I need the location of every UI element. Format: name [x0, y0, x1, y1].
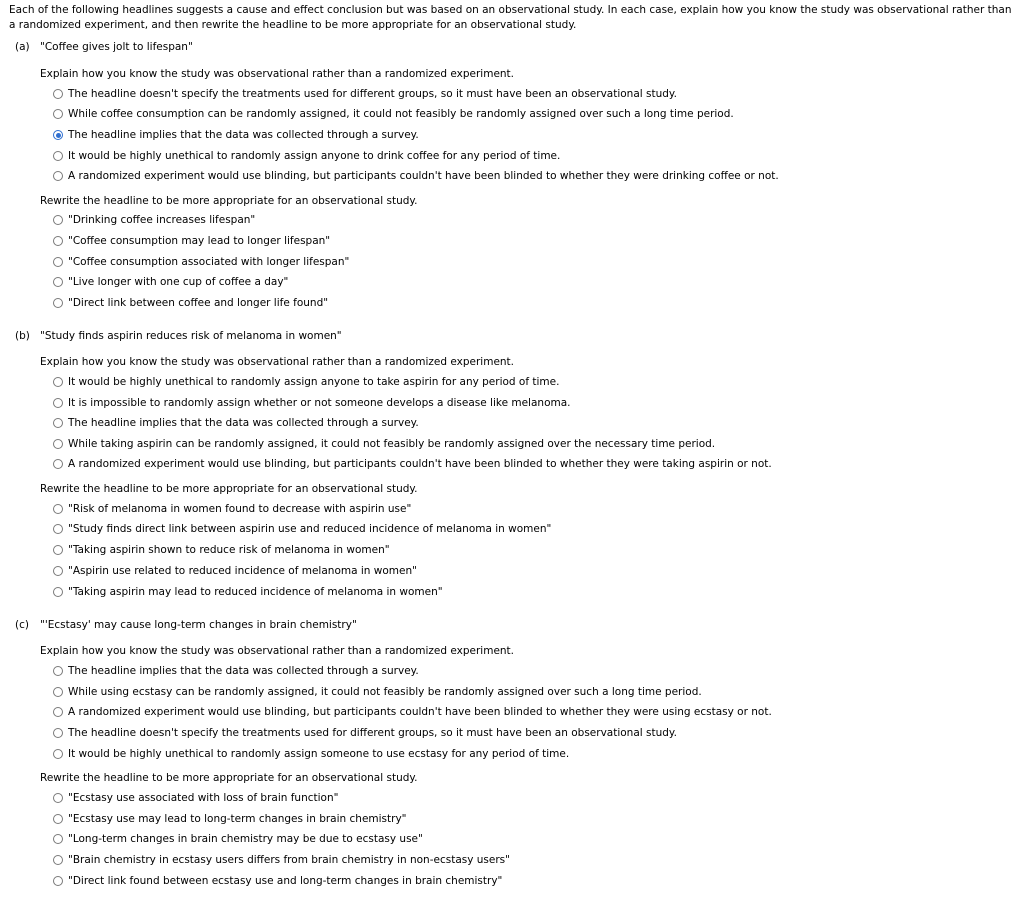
rewrite-option[interactable] [53, 874, 502, 888]
rewrite-option[interactable] [53, 564, 417, 578]
option-label: A randomized experiment would use blinding, but participants couldn't have been blinded to whether they were taking aspirin or not. [68, 458, 772, 470]
part-header [15, 330, 342, 342]
radio-button[interactable] [53, 418, 63, 428]
radio-button[interactable] [53, 377, 63, 387]
option-label: A randomized experiment would use blinding, but participants couldn't have been blinded to whether they were using ecstasy or not. [68, 706, 772, 718]
option-label: "Ecstasy use may lead to long-term changes in brain chemistry" [68, 813, 407, 825]
option-label: "Aspirin use related to reduced incidence of melanoma in women" [68, 565, 417, 577]
explain-option[interactable] [53, 664, 419, 678]
radio-button[interactable] [53, 459, 63, 469]
rewrite-option[interactable] [53, 502, 411, 516]
rewrite-prompt: Rewrite the headline to be more appropriate for an observational study. [40, 483, 418, 495]
option-label: "Brain chemistry in ecstasy users differs from brain chemistry in non-ecstasy users" [68, 854, 510, 866]
option-label: "Risk of melanoma in women found to decrease with aspirin use" [68, 503, 412, 515]
radio-button[interactable] [53, 439, 63, 449]
option-label: "Study finds direct link between aspirin use and reduced incidence of melanoma in women" [68, 523, 552, 535]
option-label: "Drinking coffee increases lifespan" [68, 214, 256, 226]
option-label: While coffee consumption can be randomly assigned, it could not feasibly be randomly assigned over such a long time period. [68, 108, 734, 120]
option-label: "Long-term changes in brain chemistry may be due to ecstasy use" [68, 833, 423, 845]
rewrite-option[interactable] [53, 234, 330, 248]
radio-button[interactable] [53, 89, 63, 99]
radio-button[interactable] [53, 109, 63, 119]
option-label: "Direct link found between ecstasy use and long-term changes in brain chemistry" [68, 875, 503, 887]
radio-button[interactable] [53, 834, 63, 844]
rewrite-option[interactable] [53, 213, 255, 227]
rewrite-option[interactable] [53, 275, 288, 289]
option-label: "Coffee consumption associated with longer lifespan" [68, 256, 350, 268]
option-label: "Taking aspirin may lead to reduced incidence of melanoma in women" [68, 586, 443, 598]
radio-button[interactable] [53, 171, 63, 181]
option-label: While taking aspirin can be randomly assigned, it could not feasibly be randomly assigned over the necessary time period. [68, 438, 716, 450]
explain-prompt: Explain how you know the study was observational rather than a randomized experiment. [40, 645, 515, 657]
radio-button[interactable] [53, 814, 63, 824]
radio-button[interactable] [53, 215, 63, 225]
option-label: It would be highly unethical to randomly assign anyone to drink coffee for any period of time. [68, 150, 561, 162]
rewrite-option[interactable] [53, 543, 390, 557]
option-label: While using ecstasy can be randomly assigned, it could not feasibly be randomly assigned over such a long time period. [68, 686, 702, 698]
explain-option[interactable] [53, 375, 559, 389]
radio-button[interactable] [53, 793, 63, 803]
part-header [15, 41, 193, 53]
rewrite-option[interactable] [53, 296, 328, 310]
radio-button[interactable] [53, 707, 63, 717]
option-label: The headline implies that the data was collected through a survey. [68, 417, 419, 429]
radio-button[interactable] [53, 504, 63, 514]
option-label: "Ecstasy use associated with loss of brain function" [68, 792, 339, 804]
option-label: "Taking aspirin shown to reduce risk of melanoma in women" [68, 544, 390, 556]
radio-button[interactable] [53, 749, 63, 759]
explain-option[interactable] [53, 416, 419, 430]
explain-option[interactable] [53, 396, 571, 410]
option-label: "Coffee consumption may lead to longer lifespan" [68, 235, 331, 247]
radio-button[interactable] [53, 687, 63, 697]
rewrite-option[interactable] [53, 832, 423, 846]
rewrite-prompt: Rewrite the headline to be more appropriate for an observational study. [40, 772, 418, 784]
option-label: A randomized experiment would use blinding, but participants couldn't have been blinded to whether they were drinking coffee or not. [68, 170, 779, 182]
radio-button[interactable] [53, 398, 63, 408]
rewrite-option[interactable] [53, 853, 510, 867]
option-label: "Direct link between coffee and longer life found" [68, 297, 329, 309]
radio-button[interactable] [53, 257, 63, 267]
radio-button[interactable] [53, 666, 63, 676]
explain-option[interactable] [53, 437, 715, 451]
radio-button[interactable] [53, 524, 63, 534]
radio-button[interactable] [53, 728, 63, 738]
rewrite-option[interactable] [53, 255, 349, 269]
rewrite-option[interactable] [53, 522, 551, 536]
rewrite-option[interactable] [53, 791, 338, 805]
radio-button[interactable] [53, 277, 63, 287]
part-letter: (b) [15, 330, 30, 342]
rewrite-option[interactable] [53, 585, 443, 599]
option-label: The headline implies that the data was collected through a survey. [68, 665, 419, 677]
radio-button[interactable] [53, 855, 63, 865]
explain-option[interactable] [53, 685, 702, 699]
option-label: It is impossible to randomly assign whether or not someone develops a disease like melanoma. [68, 397, 571, 409]
explain-option[interactable] [53, 87, 677, 101]
question-intro: Each of the following headlines suggests a cause and effect conclusion but was based on an observational study. In each case, explain how you know the study was observational rather than a randomized experiment, and then rewrite the headline to be more appropriate for an observational study. [9, 4, 1012, 31]
radio-button[interactable] [53, 876, 63, 886]
part-letter: (c) [15, 619, 29, 631]
option-label: It would be highly unethical to randomly assign anyone to take aspirin for any period of time. [68, 376, 560, 388]
explain-option[interactable] [53, 747, 569, 761]
rewrite-option[interactable] [53, 812, 407, 826]
explain-option[interactable] [53, 726, 677, 740]
option-label: The headline doesn't specify the treatments used for different groups, so it must have been an observational study. [68, 88, 677, 100]
explain-option[interactable] [53, 169, 779, 183]
rewrite-prompt: Rewrite the headline to be more appropriate for an observational study. [40, 195, 418, 207]
part-letter: (a) [15, 41, 30, 53]
part-headline: "Coffee gives jolt to lifespan" [40, 41, 193, 53]
explain-option[interactable] [53, 457, 772, 471]
radio-button[interactable] [53, 545, 63, 555]
explain-prompt: Explain how you know the study was observational rather than a randomized experiment. [40, 68, 515, 80]
radio-button[interactable] [53, 236, 63, 246]
radio-button[interactable] [53, 298, 63, 308]
explain-option[interactable] [53, 705, 772, 719]
part-header [15, 619, 357, 631]
explain-option[interactable] [53, 149, 560, 163]
option-label: "Live longer with one cup of coffee a day" [68, 276, 289, 288]
explain-prompt: Explain how you know the study was observational rather than a randomized experiment. [40, 356, 515, 368]
part-headline: "'Ecstasy' may cause long-term changes in brain chemistry" [40, 619, 357, 631]
explain-option[interactable] [53, 107, 734, 121]
radio-button-selected[interactable] [53, 130, 63, 140]
part-headline: "Study finds aspirin reduces risk of melanoma in women" [40, 330, 342, 342]
option-label: The headline implies that the data was collected through a survey. [68, 129, 419, 141]
option-label: The headline doesn't specify the treatments used for different groups, so it must have been an observational study. [68, 727, 677, 739]
radio-button[interactable] [53, 587, 63, 597]
radio-button[interactable] [53, 151, 63, 161]
radio-button[interactable] [53, 566, 63, 576]
explain-option[interactable] [53, 128, 419, 142]
option-label: It would be highly unethical to randomly assign someone to use ecstasy for any period of time. [68, 748, 570, 760]
